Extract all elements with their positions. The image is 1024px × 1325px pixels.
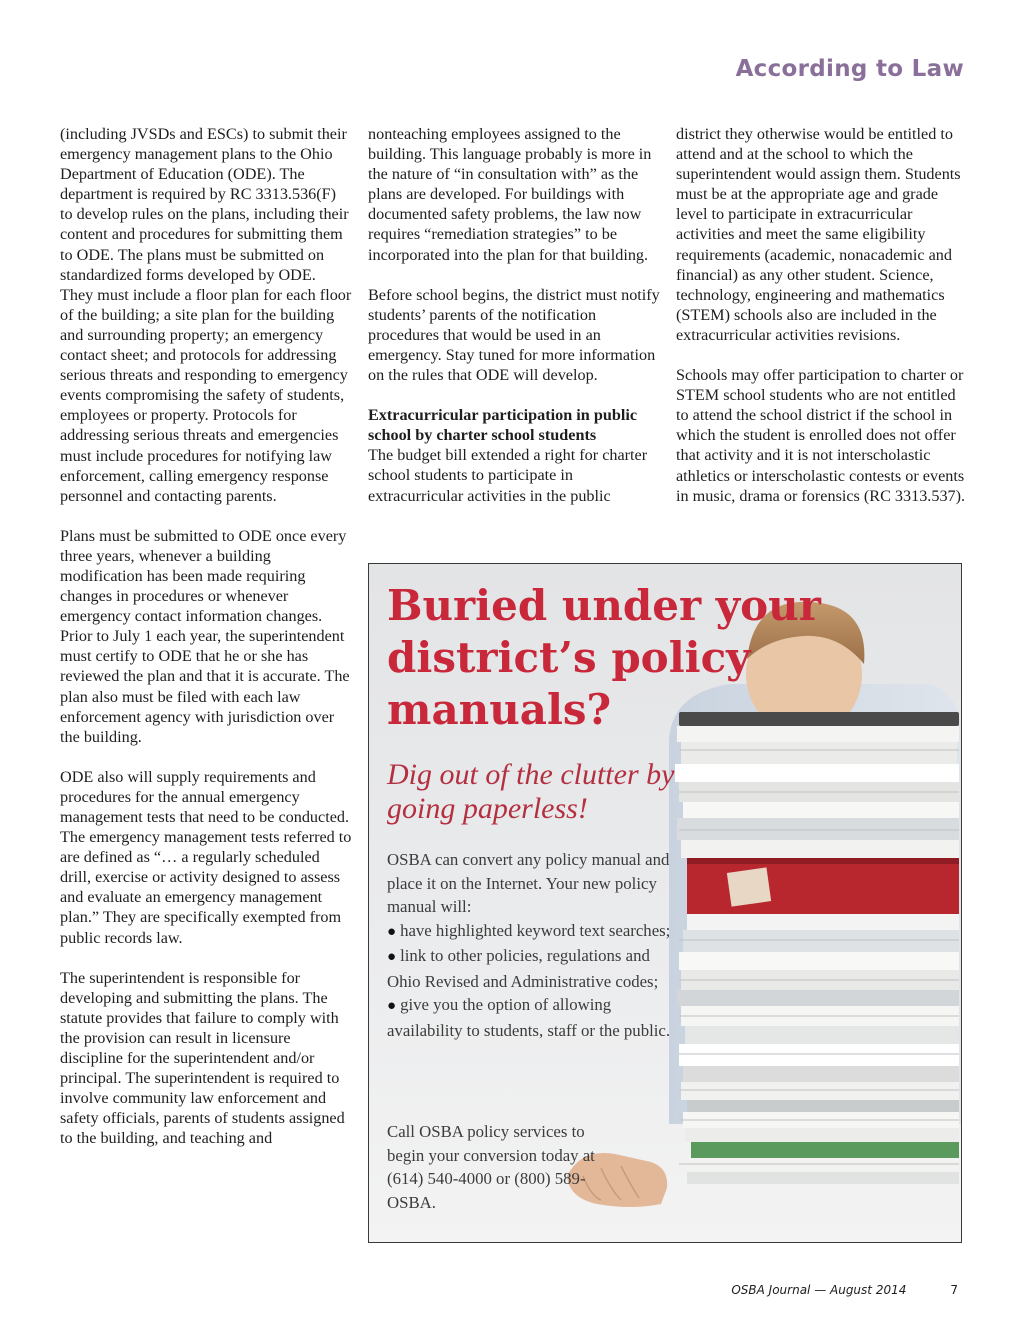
ad-bullet: ● have highlighted keyword text searches; <box>387 920 671 940</box>
paragraph: nonteaching employees assigned to the building. This language probably is more in the nature of “in consultation with” as the plans are developed. For buildings with documented safety problems, the law now requires “remediation strategies” to be incorporated into the plan for that building. <box>368 125 652 264</box>
subheading: Extracurricular participation in public school by charter school students <box>368 406 638 445</box>
paragraph: The budget bill extended a right for charter school students to participate in extracurricular activities in the public <box>368 446 648 505</box>
binder-stack <box>675 712 959 1184</box>
ad-subheadline: Dig out of the clutter by going paperless! <box>387 758 675 825</box>
paragraph: (including JVSDs and ESCs) to submit their emergency management plans to the Ohio Department of Education (ODE). The department is required by RC 3313.536(F) to develop rules on the plans, including their content and procedures for submitting them to ODE. The plans must be submitted on standardized forms developed by ODE. They must include a floor plan for each floor of the building; a site plan for the building and surrounding property; an emergency contact sheet; and protocols for addressing serious threats and responding to emergency events compromising the safety of students, employees or property. Protocols for addressing serious threats and emergencies must include procedures for notifying law enforcement, calling emergency response personnel and contacting parents. <box>60 125 352 505</box>
journal-credit: OSBA Journal — August 2014 <box>731 1283 907 1297</box>
bullet-icon: ● <box>387 949 397 965</box>
article-column-1 <box>60 124 352 1149</box>
ad-headline: Buried under your district’s policy manuals? <box>387 581 821 734</box>
bullet-icon: ● <box>387 998 397 1014</box>
ad-body <box>387 848 677 1042</box>
ad-call-to-action: Call OSBA policy services to begin your conversion today at (614) 540-4000 or (800) 589-OSBA. <box>387 1122 595 1212</box>
paragraph: Before school begins, the district must notify students’ parents of the notification procedures that would be used in an emergency. Stay tuned for more information on the rules that ODE will develop. <box>368 285 660 385</box>
article-column-2 <box>368 124 660 506</box>
osba-policy-advertisement <box>368 563 962 1243</box>
section-title: According to Law <box>735 56 964 82</box>
paragraph: ODE also will supply requirements and procedures for the annual emergency management tests that need to be conducted. The emergency management tests referred to are defined as “… a regularly scheduled drill, exercise or activity designed to assess and evaluate an emergency management plan.” They are specifically exempted from public records law. <box>60 767 352 947</box>
page-number: 7 <box>950 1283 958 1297</box>
paragraph: The superintendent is responsible for developing and submitting the plans. The statute provides that failure to comply with the provision can result in licensure discipline for the superintendent and/or principal. The superintendent is required to involve community law enforcement and safety officials, parents of students assigned to the building, and teaching and <box>60 968 345 1148</box>
page-footer <box>731 1283 958 1297</box>
article-column-3 <box>676 124 968 506</box>
ad-bullet: ● give you the option of allowing availability to students, staff or the public. <box>387 995 671 1040</box>
paragraph: Schools may offer participation to charter or STEM school students who are not entitled to attend the school district if the school in which the student is enrolled does not offer that activity and it is not interscholastic athletics or interscholastic contests or events in music, drama or forensics (RC 3313.537). <box>676 366 966 505</box>
ad-bullet: ● link to other policies, regulations and Ohio Revised and Administrative codes; <box>387 946 659 991</box>
paragraph: Plans must be submitted to ODE once every three years, whenever a building modification has been made requiring changes in procedures or whenever emergency contact information changes. Prior to July 1 each year, the superintendent must certify to ODE that he or she has reviewed the plan and that it is accurate. The plan also must be filed with each law enforcement agency with jurisdiction over the building. <box>60 526 350 746</box>
bullet-icon: ● <box>387 923 397 940</box>
paragraph: district they otherwise would be entitled to attend and at the school to which the superintendent would assign them. Students must be at the appropriate age and grade level to participate in extracurricular activities and meet the same eligibility requirements (academic, nonacademic and financial) as any other student. Science, technology, engineering and mathematics (STEM) schools also are included in the extracurricular activities revisions. <box>676 125 961 344</box>
ad-intro: OSBA can convert any policy manual and place it on the Internet. Your new policy manual will: <box>387 850 670 916</box>
